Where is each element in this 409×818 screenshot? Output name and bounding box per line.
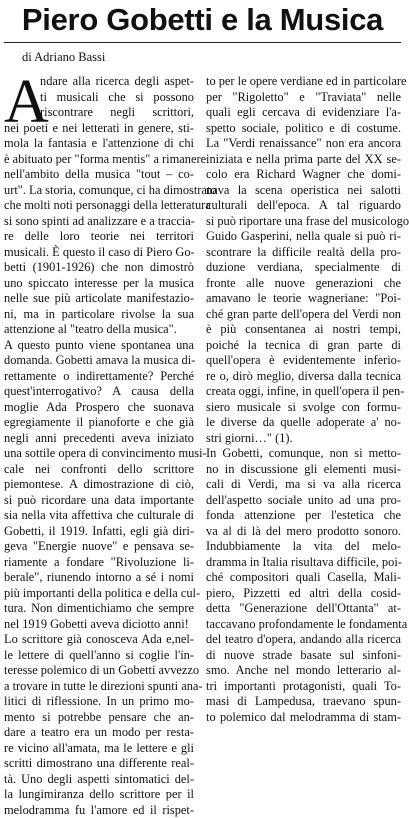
left-column-line: ni, ma in particolare rivolse la sua	[4, 307, 194, 323]
left-column-line: egregiamente il pianoforte e che già	[4, 415, 194, 431]
left-column-line: ndare alla ricerca degli aspet-	[4, 74, 194, 90]
right-column-line: fonda attenzione per l'estetica che	[206, 508, 401, 524]
left-column-line: tura. Non dimentichiamo che sempre	[4, 601, 194, 617]
right-column-line: poiché la tecnica di gran parte di	[206, 338, 401, 354]
right-column-line: masi di Lampedusa, traevano spun-	[206, 694, 401, 710]
left-column-line: domanda. Gobetti amava la musica di-	[4, 353, 194, 369]
left-column-line: a trovare in tutte le direzioni spunti ana-	[4, 679, 194, 695]
right-column-line: no in discussione gli elementi musi-	[206, 462, 401, 478]
left-column-line: rettamente o indirettamente? Perché	[4, 369, 194, 385]
left-column-line: nei poeti e nei letterati in genere, sti-	[4, 121, 194, 137]
left-column-line: cale nei confronti dello scrittore	[4, 462, 194, 478]
right-column-line: creata oggi, infine, in quell'opera il pen-	[206, 384, 401, 400]
left-column-line: che molti noti personaggi della letteratura	[4, 198, 194, 214]
right-column-line: stri giorni…" (1).	[206, 431, 401, 447]
dropcap-paragraph	[4, 74, 194, 818]
left-column-line: più importanti della politica e della cul-	[4, 586, 194, 602]
right-column-line: piero, Pizzetti ed altri della cosid-	[206, 586, 401, 602]
right-column-line: La "Verdi renaissance" non era ancora	[206, 136, 401, 152]
right-column-line: detta "Generazione dell'Ottanta" at-	[206, 601, 401, 617]
left-column-line: attenzione al "teatro della musica".	[4, 322, 194, 338]
right-column-line: colo era Richard Wagner che domi-	[206, 167, 401, 183]
dropcap-letter: A	[4, 76, 49, 128]
right-column-line: Guido Gasperini, nella quale si può ri-	[206, 229, 401, 245]
right-column-line: nava la scena operistica nei salotti	[206, 183, 401, 199]
right-column-line: duzione verdiana, specialmente di	[206, 260, 401, 276]
left-column-line: Gobetti, il 1919. Infatti, egli già diri-	[4, 524, 194, 540]
right-column-line: re o, dirò meglio, diversa dalla tecnica	[206, 369, 401, 385]
right-column-line: del teatro d'opera, andando alla ricerca	[206, 632, 401, 648]
right-column-line: siero musicale si svolge con formu-	[206, 400, 401, 416]
left-column-line: Lo scrittore già conosceva Ada e,nel-	[4, 632, 194, 648]
right-column-line: scontrare la difficile realtà della pro-	[206, 245, 401, 261]
right-column-line: quell'opera è evidentemente inferio-	[206, 353, 401, 369]
right-column-line: ché gran parte dell'opera del Verdi non	[206, 307, 401, 323]
right-column-line: ché compositori quali Casella, Mali-	[206, 570, 401, 586]
left-column-line: la lungimiranza dello scrittore per il	[4, 787, 194, 803]
left-column-line: sia nella vita affettiva che culturale di	[4, 508, 194, 524]
left-column-line: una sottile opera di convincimento musi-	[4, 446, 194, 462]
left-column-line: berale", riunendo intorno a sé i nomi	[4, 570, 194, 586]
left-column-line: nel 1919 Gobetti aveva diciotto anni!	[4, 617, 194, 633]
left-column-line: negli anni precedenti aveva iniziato	[4, 431, 194, 447]
right-column-line: è più consentanea ai nostri tempi,	[206, 322, 401, 338]
left-column-line: quest'interrogativo? A causa della	[4, 384, 194, 400]
left-column-line: melodramma fu l'amore ed il rispet-	[4, 803, 194, 818]
right-column-line: spetto sociale, politico e di costume.	[206, 121, 401, 137]
right-column	[206, 74, 401, 725]
left-column-line: uno spiccato interesse per la musica	[4, 276, 194, 292]
right-column-line: si può riportare una frase del musicologo	[206, 214, 401, 230]
left-column-line: nelle sue più articolate manifestazio-	[4, 291, 194, 307]
left-column-line: urt". La storia, comunque, ci ha dimostrato	[4, 183, 194, 199]
right-column-line: Indubbiamente la vita del melo-	[206, 539, 401, 555]
left-column-line: teresse polemico di un Gobetti avvezzo	[4, 663, 194, 679]
left-column-line: dare a teatro era un modo per resta-	[4, 725, 194, 741]
article-title: Piero Gobetti e la Musica	[0, 0, 405, 40]
right-column-line: to polemico dal melodramma di stam-	[206, 710, 401, 726]
byline: di Adriano Bassi	[22, 50, 105, 65]
left-column-line: betti (1901-1926) che non dimostrò	[4, 260, 194, 276]
right-column-line: dell'aspetto sociale unito ad una pro-	[206, 493, 401, 509]
left-column-line: geva "Energie nuove" e pensava se-	[4, 539, 194, 555]
right-column-line: smo. Anche nel mondo letterario al-	[206, 663, 401, 679]
left-column-line: tà. Uno degli aspetti sintomatici del-	[4, 772, 194, 788]
left-column-line: re delle loro teorie nei territori	[4, 229, 194, 245]
left-column-line: piemontese. A dimostrazione di ciò,	[4, 477, 194, 493]
left-column-line: si sono spinti ad analizzare e a traccia-	[4, 214, 194, 230]
left-column-line: musicali. È questo il caso di Piero Go-	[4, 245, 194, 261]
right-column-line: cali di Verdi, ma si va alla ricerca	[206, 477, 401, 493]
right-column-line: le diverse da quelle adoperate a' no-	[206, 415, 401, 431]
left-column-line: mola la fantasia e l'attenzione di chi	[4, 136, 194, 152]
right-column-line: per "Rigoletto" e "Traviata" nelle	[206, 90, 401, 106]
left-column-line: nell'ambito della musica "tout – co-	[4, 167, 194, 183]
left-column-line: riamente a fondare "Rivoluzione li-	[4, 555, 194, 571]
right-column-line: di nuove strade basate sul sinfoni-	[206, 648, 401, 664]
left-column-line: moglie Ada Prospero che suonava	[4, 400, 194, 416]
left-column-line: re vicino all'amata, ma le lettere e gli	[4, 741, 194, 757]
right-column-line: In Gobetti, comunque, non si metto-	[206, 446, 401, 462]
right-column-line: quali egli cercava di evidenziare l'a-	[206, 105, 401, 121]
left-column-line: si può ricordare una data importante	[4, 493, 194, 509]
title-rule	[4, 42, 401, 43]
right-column-line: dramma in Italia risultava difficile, poi-	[206, 555, 401, 571]
right-column-line: to per le opere verdiane ed in particolare	[206, 74, 401, 90]
left-column-line: litici di riflessione. In un primo mo-	[4, 694, 194, 710]
right-column-line: tri importanti protagonisti, quali To-	[206, 679, 401, 695]
left-column-line: A questo punto viene spontanea una	[4, 338, 194, 354]
right-column-line: taccavano profondamente le fondamenta	[206, 617, 401, 633]
right-column-line: fronte alle nuove generazioni che	[206, 276, 401, 292]
right-column-line: culturali dell'epoca. A tal riguardo	[206, 198, 401, 214]
left-column-line: mento si potrebbe pensare che an-	[4, 710, 194, 726]
right-column-line: iniziata e nella prima parte del XX se-	[206, 152, 401, 168]
left-column-line: riscontrare negli scrittori,	[4, 105, 194, 121]
left-column-line: ti musicali che si possono	[4, 90, 194, 106]
left-column	[4, 74, 194, 818]
right-column-line: amavano le teorie wagneriane: "Poi-	[206, 291, 401, 307]
left-column-line: scritti dimostrano una differente real-	[4, 756, 194, 772]
right-column-line: va al di là del mero prodotto sonoro.	[206, 524, 401, 540]
left-column-line: è abituato per "forma mentis" a rimanere	[4, 152, 194, 168]
left-column-line: le lettere di quell'anno si coglie l'in-	[4, 648, 194, 664]
